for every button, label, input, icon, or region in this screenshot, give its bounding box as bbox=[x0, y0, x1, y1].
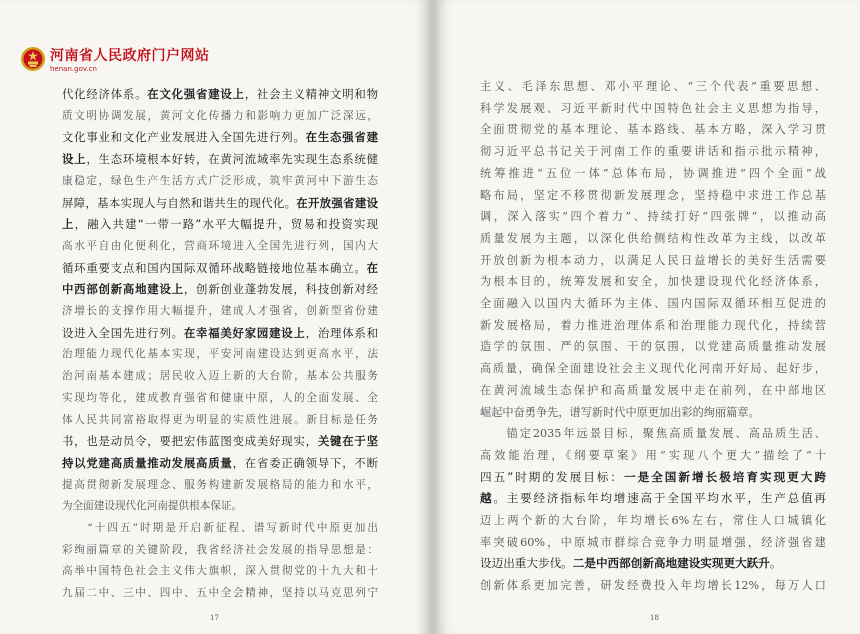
text-line bbox=[62, 106, 378, 128]
page-number-left: 17 bbox=[210, 614, 219, 622]
national-emblem-icon bbox=[20, 46, 46, 72]
right-page-body bbox=[480, 76, 826, 597]
text-line bbox=[480, 315, 826, 337]
bold-text-run: 在幸福美好家园建设上 bbox=[183, 325, 306, 340]
text-line bbox=[62, 214, 378, 236]
text-line bbox=[62, 149, 378, 171]
text-line bbox=[480, 553, 826, 575]
text-line bbox=[62, 496, 378, 518]
text-line bbox=[480, 358, 826, 380]
text-line bbox=[480, 119, 826, 141]
left-page-body bbox=[62, 84, 378, 605]
text-line bbox=[62, 475, 378, 497]
text-line bbox=[480, 510, 826, 532]
text-line bbox=[62, 258, 378, 280]
text-line bbox=[480, 250, 826, 272]
text-line bbox=[62, 453, 378, 475]
bold-text-run: 在生态强省建 bbox=[305, 130, 378, 145]
text-run: 在黄河流域生态保护和高质量发展中走在前列，在中部地区 bbox=[480, 383, 826, 397]
text-line bbox=[62, 366, 378, 388]
text-run: 设迈出重大步伐。 bbox=[480, 556, 573, 571]
text-run: ，生态环境根本好转，在黄河流域率先实现生态系统健 bbox=[86, 152, 378, 167]
text-run: 彻习近平总书记关于河南工作的重要讲话和指示批示精神， bbox=[480, 145, 826, 159]
text-run: 迈上两个新的大台阶，年均增长6%左右，常住人口城镇化 bbox=[480, 514, 826, 528]
text-line bbox=[480, 467, 826, 489]
text-run: 实现均等化，建成教育强省和健康中原，人的全面发展、全 bbox=[62, 391, 378, 404]
bold-text-run: 二是中西部创新高地建设实现更大跃升 bbox=[572, 556, 770, 571]
text-run: 。 bbox=[769, 556, 782, 571]
text-line bbox=[480, 402, 826, 424]
text-line bbox=[480, 488, 826, 510]
text-run: 屏障，基本实现人与自然和谐共生的现代化。 bbox=[62, 195, 297, 210]
text-run: 科学发展观、习近平新时代中国特色社会主义思想为指导， bbox=[480, 101, 826, 115]
text-run: 高水平自由化便利化，营商环境进入全国先进行列，国内大 bbox=[62, 239, 378, 252]
text-run: 济增长的支撑作用大幅提升，建成人才强省，创新型省份建 bbox=[62, 305, 378, 318]
bold-text-run: 在 bbox=[366, 260, 378, 275]
text-run: 质文明协调发展，黄河文化传播力和影响力更加广泛深远， bbox=[62, 109, 378, 122]
text-run: 书，也是动员令，要把宏伟蓝图变成美好现实， bbox=[62, 434, 318, 449]
text-run: 略布局，坚定不移贯彻新发展理念，坚持稳中求进工作总基 bbox=[480, 188, 826, 202]
bold-text-run: 中西部创新高地建设上 bbox=[62, 282, 184, 297]
text-line bbox=[62, 301, 378, 323]
site-url: henan.gov.cn bbox=[50, 65, 97, 73]
text-line bbox=[480, 185, 826, 207]
text-run: 为全面建设现代化河南提供根本保证。 bbox=[62, 500, 243, 513]
text-line bbox=[480, 445, 826, 467]
text-run: 。主要经济指标年均增速高于全国平均水平，生产总值再 bbox=[493, 491, 826, 506]
text-run: 率突破60%，中原城市群综合竞争力明显增强，经济强省建 bbox=[480, 535, 826, 549]
text-line bbox=[62, 540, 378, 562]
bold-text-run: 设上 bbox=[62, 152, 87, 167]
text-line bbox=[480, 98, 826, 120]
site-title: 河南省人民政府门户网站 bbox=[50, 48, 210, 64]
bold-text-run: 在文化强省建设上 bbox=[147, 87, 245, 101]
text-run: 彩绚丽篇章的关键阶段，我省经济社会发展的指导思想是： bbox=[62, 543, 378, 556]
text-run: 新发展格局，着力推进治理体系和治理能力现代化，持续营 bbox=[480, 318, 826, 332]
text-line bbox=[480, 532, 826, 554]
text-run: ，社会主义精神文明和物 bbox=[244, 87, 378, 101]
text-run: 全面融入以国内大循环为主体、国内国际双循环相互促进的 bbox=[480, 297, 826, 311]
text-line bbox=[62, 323, 378, 345]
text-run: 锚定2035年远景目标，聚焦高质量发展、高品质生活、 bbox=[480, 427, 826, 441]
text-line bbox=[480, 336, 826, 358]
text-run: 为根本目的，统筹发展和安全，加快建设现代化经济体系， bbox=[480, 275, 826, 289]
text-run: 文化事业和文化产业发展进入全国先进行列。 bbox=[62, 130, 306, 145]
text-line bbox=[480, 163, 826, 185]
text-run: 高质量，确保全面建设社会主义现代化河南开好局、起好步， bbox=[480, 362, 826, 376]
text-line bbox=[62, 236, 378, 258]
bold-text-run: 在开放强省建设 bbox=[296, 195, 378, 210]
text-run: 代化经济体系。 bbox=[62, 87, 148, 101]
text-run: 主义、毛泽东思想、邓小平理论、“三个代表”重要思想、 bbox=[480, 80, 826, 93]
text-run: 九届二中、三中、四中、五中全会精神，坚持以马克思列宁 bbox=[62, 587, 378, 600]
bold-text-run: 一是全国新增长极培育实现更大跨 bbox=[624, 469, 826, 484]
text-line bbox=[480, 293, 826, 315]
text-line bbox=[480, 228, 826, 250]
text-run: ，融入共建“一带一路”水平大幅提升，贸易和投资实现 bbox=[74, 217, 378, 232]
text-run: “十四五”时期是开启新征程、谱写新时代中原更加出 bbox=[62, 522, 378, 535]
text-run: 质量发展为主题，以深化供给侧结构性改革为主线，以改革 bbox=[480, 231, 826, 245]
text-run: 治河南基本建成；居民收入迈上新的大台阶，基本公共服务 bbox=[62, 370, 378, 383]
text-run: 循环重要支点和国内国际双循环战略链接地位基本确立。 bbox=[62, 260, 367, 275]
bold-text-run: 持以党建高质量推动发展高质量 bbox=[62, 455, 233, 470]
text-line bbox=[480, 575, 826, 597]
bold-text-run: 关键在于坚 bbox=[317, 434, 378, 449]
text-line bbox=[62, 410, 378, 432]
text-line bbox=[62, 127, 378, 149]
bold-text-run: 越 bbox=[480, 491, 494, 506]
text-line bbox=[62, 388, 378, 410]
text-run: 四五”时期的发展目标： bbox=[480, 469, 624, 484]
text-line bbox=[62, 431, 378, 453]
site-logo[interactable] bbox=[20, 44, 230, 78]
text-line bbox=[62, 518, 378, 540]
text-line bbox=[62, 583, 378, 605]
text-line bbox=[62, 84, 378, 106]
text-run: 治理能力现代化基本实现，平安河南建设达到更高水平，法 bbox=[62, 348, 378, 361]
text-line bbox=[480, 271, 826, 293]
text-line bbox=[62, 193, 378, 215]
text-run: 开放创新为根本动力，以满足人民日益增长的美好生活需要 bbox=[480, 253, 826, 267]
text-line bbox=[480, 141, 826, 163]
right-page bbox=[434, 0, 860, 634]
text-run: 造学的氛围、严的氛围、干的氛围，以党建高质量推动发展 bbox=[480, 340, 826, 354]
text-run: ，创新创业蓬勃发展，科技创新对经 bbox=[183, 282, 378, 297]
bold-text-run: 上 bbox=[62, 217, 75, 232]
text-run: 崛起中奋勇争先，谱写新时代中原更加出彩的绚丽篇章。 bbox=[480, 405, 760, 419]
text-run: 设进入全国先进行列。 bbox=[62, 325, 184, 340]
text-run: 统筹推进“五位一体”总体布局，协调推进“四个全面”战 bbox=[480, 166, 826, 180]
text-line bbox=[480, 423, 826, 445]
text-run: 提高贯彻新发展理念、服务构建新发展格局的能力和水平， bbox=[62, 478, 378, 491]
text-run: ，治理体系和 bbox=[305, 325, 378, 340]
text-line bbox=[480, 76, 826, 98]
text-run: ，在省委正确领导下，不断 bbox=[232, 455, 378, 470]
text-line bbox=[62, 279, 378, 301]
page-number-right: 18 bbox=[650, 614, 659, 622]
text-run: 全面贯彻党的基本理论、基本路线、基本方略，深入学习贯 bbox=[480, 123, 826, 137]
text-line bbox=[62, 171, 378, 193]
text-run: 调，深入落实“四个着力”、持续打好“四张牌”，以推动高 bbox=[480, 210, 826, 224]
text-line bbox=[480, 206, 826, 228]
text-run: 康稳定，绿色生产生活方式广泛形成，筑牢黄河中下游生态 bbox=[62, 174, 378, 187]
text-run: 高效能治理，《纲要草案》用“实现八个更大”描绘了“十 bbox=[480, 448, 826, 462]
text-run: 创新体系更加完善，研发经费投入年均增长12%，每万人口 bbox=[480, 579, 826, 593]
text-run: 高举中国特色社会主义伟大旗帜，深入贯彻党的十九大和十 bbox=[62, 565, 378, 578]
text-run: 体人民共同富裕取得更为明显的实质性进展。新目标是任务 bbox=[62, 413, 378, 426]
text-line bbox=[480, 380, 826, 402]
text-line bbox=[62, 344, 378, 366]
text-line bbox=[62, 561, 378, 583]
